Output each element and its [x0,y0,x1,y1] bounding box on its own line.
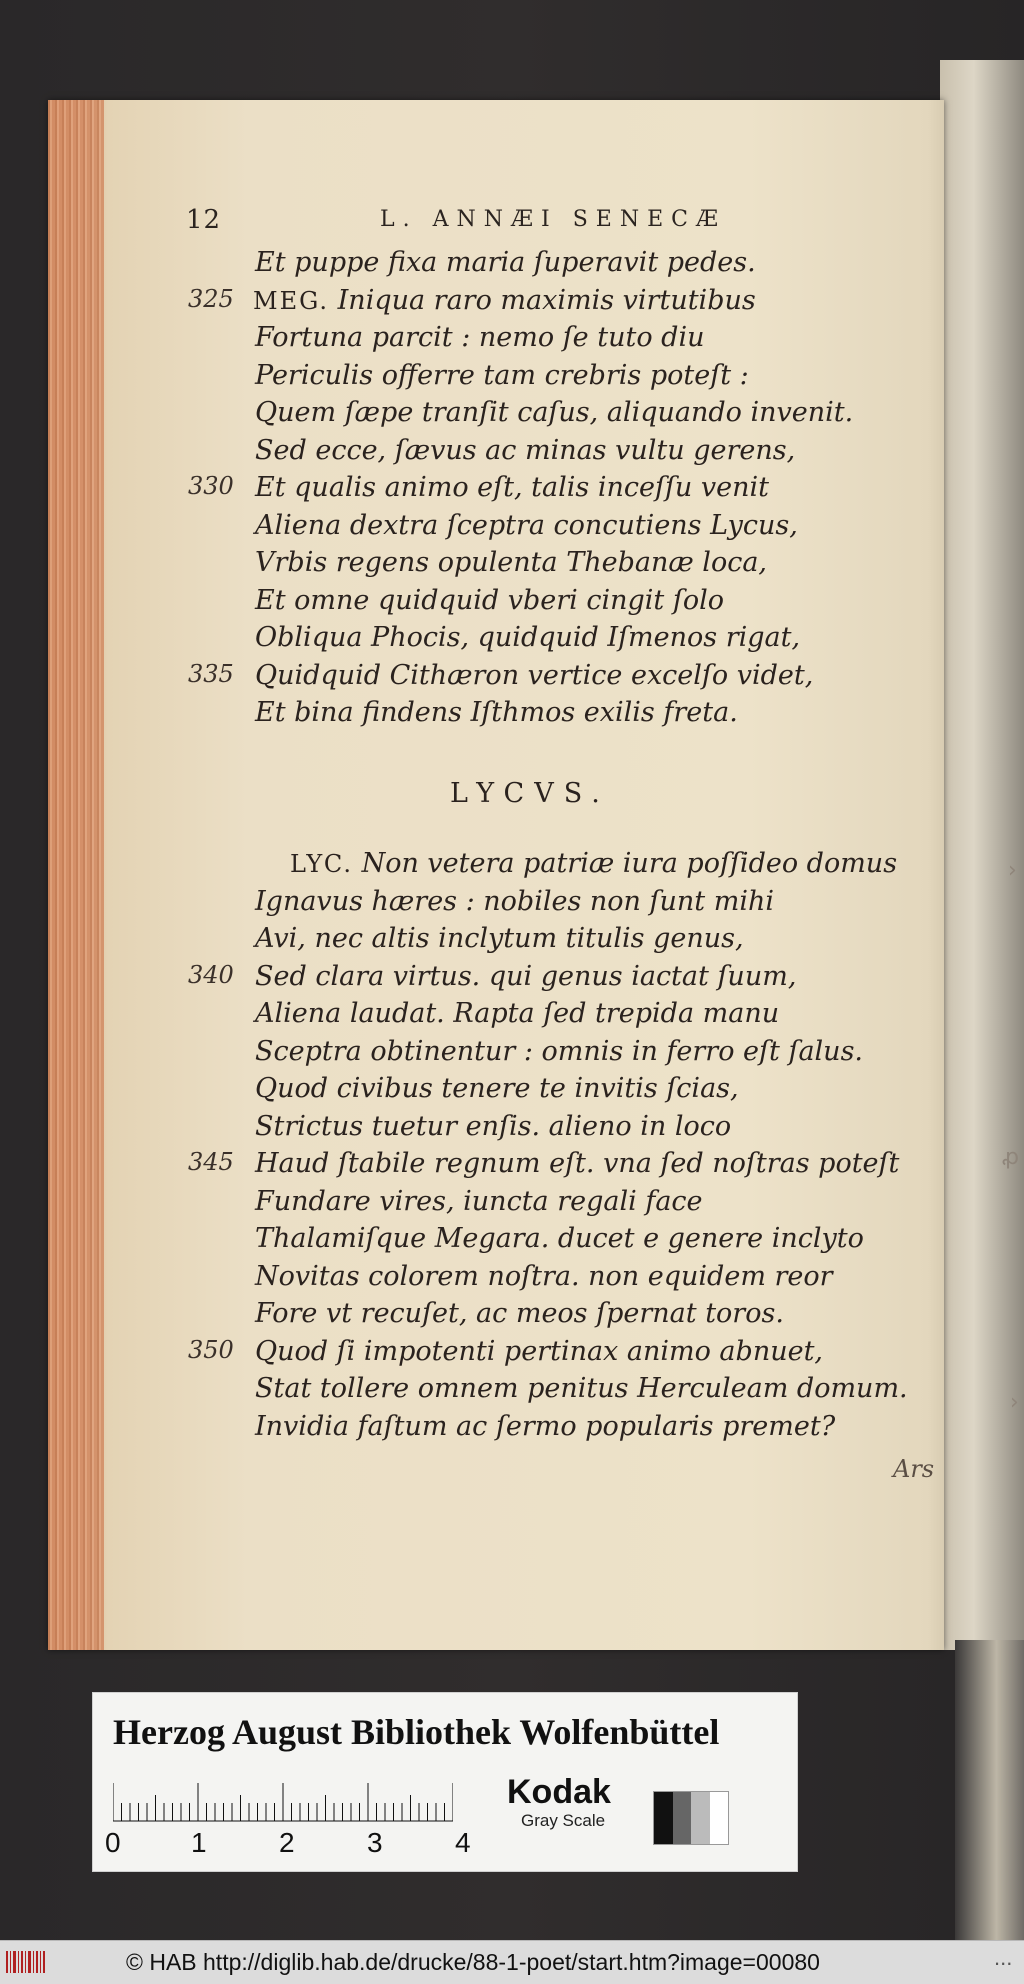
verse-text [255,510,798,541]
gray-swatch [653,1791,729,1845]
line-number: 340 [188,960,234,989]
verse-line [0,1223,940,1263]
gray-scale-label: Gray Scale [521,1811,606,1830]
ruler-label: 0 [105,1827,121,1858]
verse-words: Quod ſi impotenti pertinax animo abnuet, [255,1335,824,1367]
verse-line [0,472,940,512]
verse-line [0,923,940,963]
verse-line [0,1148,940,1188]
verse-words: Et qualis animo eſt, talis inceſſu venit [255,472,770,503]
verse-line [0,397,940,437]
verse-line [0,510,940,550]
hab-logo-icon [6,1949,46,1975]
verse-words: Quod civibus tenere te invitis ſcias, [255,1073,739,1104]
verse-words: Quidquid Cithæron vertice excelſo videt, [255,659,814,691]
footer-copyright: © HAB http://diglib.hab.de/drucke/88-1-poet/start.htm?image=00080 [126,1949,820,1975]
color-calibration-card [92,1692,798,1872]
line-number: 330 [188,472,234,500]
verse-line [0,697,940,737]
verse-text [255,435,795,466]
verse-text [255,472,769,503]
verse-line [0,585,940,625]
verse-text [255,1036,863,1067]
verse-text [255,622,800,653]
verse-text [255,886,774,917]
catchword: Ars [893,1455,935,1483]
verse-words: Avi, nec altis inclytum titulis genus, [255,923,744,954]
verse-line [0,1298,940,1338]
card-title: Herzog August Bibliothek Wolfenbüttel [113,1712,720,1752]
verse-line [0,285,940,325]
verse-words: Obliqua Phocis, quidquid Iſmenos rigat, [255,622,801,653]
verse-text [255,697,738,728]
ruler-scale [113,1783,453,1823]
verse-text [255,1148,899,1179]
verse-text [255,961,796,992]
ruler-label: 4 [455,1827,471,1858]
verse-text [255,1186,703,1217]
verse-line [0,961,940,1001]
footer-bar [0,1940,1024,1984]
speaker-label: MEG. [253,286,330,315]
verse-text [255,1223,864,1254]
scene-heading: LYCVS. [450,778,610,809]
verse-words: Novitas colorem noſtra. non equidem reor [255,1260,833,1292]
line-number: 345 [188,1148,234,1176]
verse-text [255,660,813,691]
verse-line [0,660,940,700]
ruler-label: 2 [279,1827,295,1858]
verse-line [0,622,940,662]
page-number: 12 [186,205,222,235]
verse-words: Fore vt recuſet, ac meos ſpernat toros. [255,1298,784,1329]
verse-text [255,397,853,428]
verse-words: Vrbis regens opulenta Thebanæ loca, [255,547,767,578]
kodak-brand: Kodak [507,1773,611,1811]
verse-text [255,1111,731,1142]
verse-line [0,1373,940,1413]
verse-line [0,1073,940,1113]
line-number: 335 [188,659,234,688]
line-number: 350 [188,1335,234,1364]
verse-line [0,886,940,926]
verse-text [255,360,749,391]
verse-text [290,848,897,879]
verse-text [255,322,704,353]
verse-text [255,923,744,954]
verse-line [0,322,940,362]
verse-line [0,547,940,587]
verse-text [255,998,779,1029]
verse-words: Ignavus hæres : nobiles non ſunt mihi [255,885,774,917]
verse-text [255,585,724,616]
verse-text [255,547,767,578]
verse-words: Et puppe fixa maria ſuperavit pedes. [255,247,756,278]
verse-line [0,360,940,400]
running-title: L. ANNÆI SENECÆ [380,207,726,232]
verse-words: Strictus tuetur enſis. alieno in loco [255,1110,732,1142]
verse-line [0,1411,940,1451]
speaker-label: LYC. [290,850,353,878]
facing-page-edge-lower [955,1640,1024,1940]
verse-text [255,1073,739,1104]
verse-words: Et bina findens Iſthmos exilis freta. [255,697,738,728]
verse-line [0,1186,940,1226]
verse-words: Haud ſtabile regnum eſt. vna ſed noſtras poteſt [255,1148,900,1179]
verse-text [255,1373,908,1404]
verse-line [0,998,940,1038]
verse-words: Fortuna parcit : nemo ſe tuto diu [255,322,705,353]
margin-mark: ꝓ [1002,1145,1020,1170]
verse-line [0,247,940,287]
ruler-label: 1 [191,1827,207,1858]
verse-text [255,1298,784,1329]
page-header [0,205,940,245]
verse-line [0,848,940,888]
verse-line [0,435,940,475]
verse-words: Et omne quidquid vberi cingit ſolo [255,584,724,616]
ruler-label: 3 [367,1827,383,1858]
margin-mark: › [1010,1390,1019,1415]
verse-words: Iniqua raro maximis virtutibus [337,284,756,316]
more-menu-icon[interactable]: ... [994,1945,1013,1970]
verse-text [255,1411,835,1442]
verse-words: Stat tollere omnem penitus Herculeam domum. [255,1373,908,1404]
verse-words: Quem ſæpe tranſit caſus, aliquando invenit. [255,397,854,428]
verse-words: Invidia faſtum ac ſermo popularis premet? [255,1410,836,1442]
verse-words: Thalamiſque Megara. ducet e genere inclyto [255,1223,864,1254]
verse-text [255,1261,833,1292]
verse-words: Aliena laudat. Rapta ſed trepida manu [255,998,780,1029]
verse-words: Fundare vires, iuncta regali face [255,1185,703,1217]
verse-line [0,1111,940,1151]
verse-line [0,1036,940,1076]
margin-mark: › [1008,858,1017,883]
verse-line [0,1261,940,1301]
verse-line [0,1336,940,1376]
line-number: 325 [188,284,234,313]
verse-words: Non vetera patriæ iura poſſideo domus [361,848,898,879]
verse-words: Sed ecce, ſævus ac minas vultu gerens, [255,434,796,466]
verse-words: Aliena dextra ſceptra concutiens Lycus, [255,509,798,541]
ruler-labels [105,1827,473,1863]
verse-words: Periculis offerre tam crebris poteſt : [255,359,749,391]
verse-text [253,285,756,316]
verse-text [255,1336,823,1367]
verse-words: Sceptra obtinentur : omnis in ferro eſt ſalus. [255,1035,864,1067]
verse-words: Sed clara virtus. qui genus iactat ſuum, [255,960,797,992]
verse-text [255,247,756,278]
